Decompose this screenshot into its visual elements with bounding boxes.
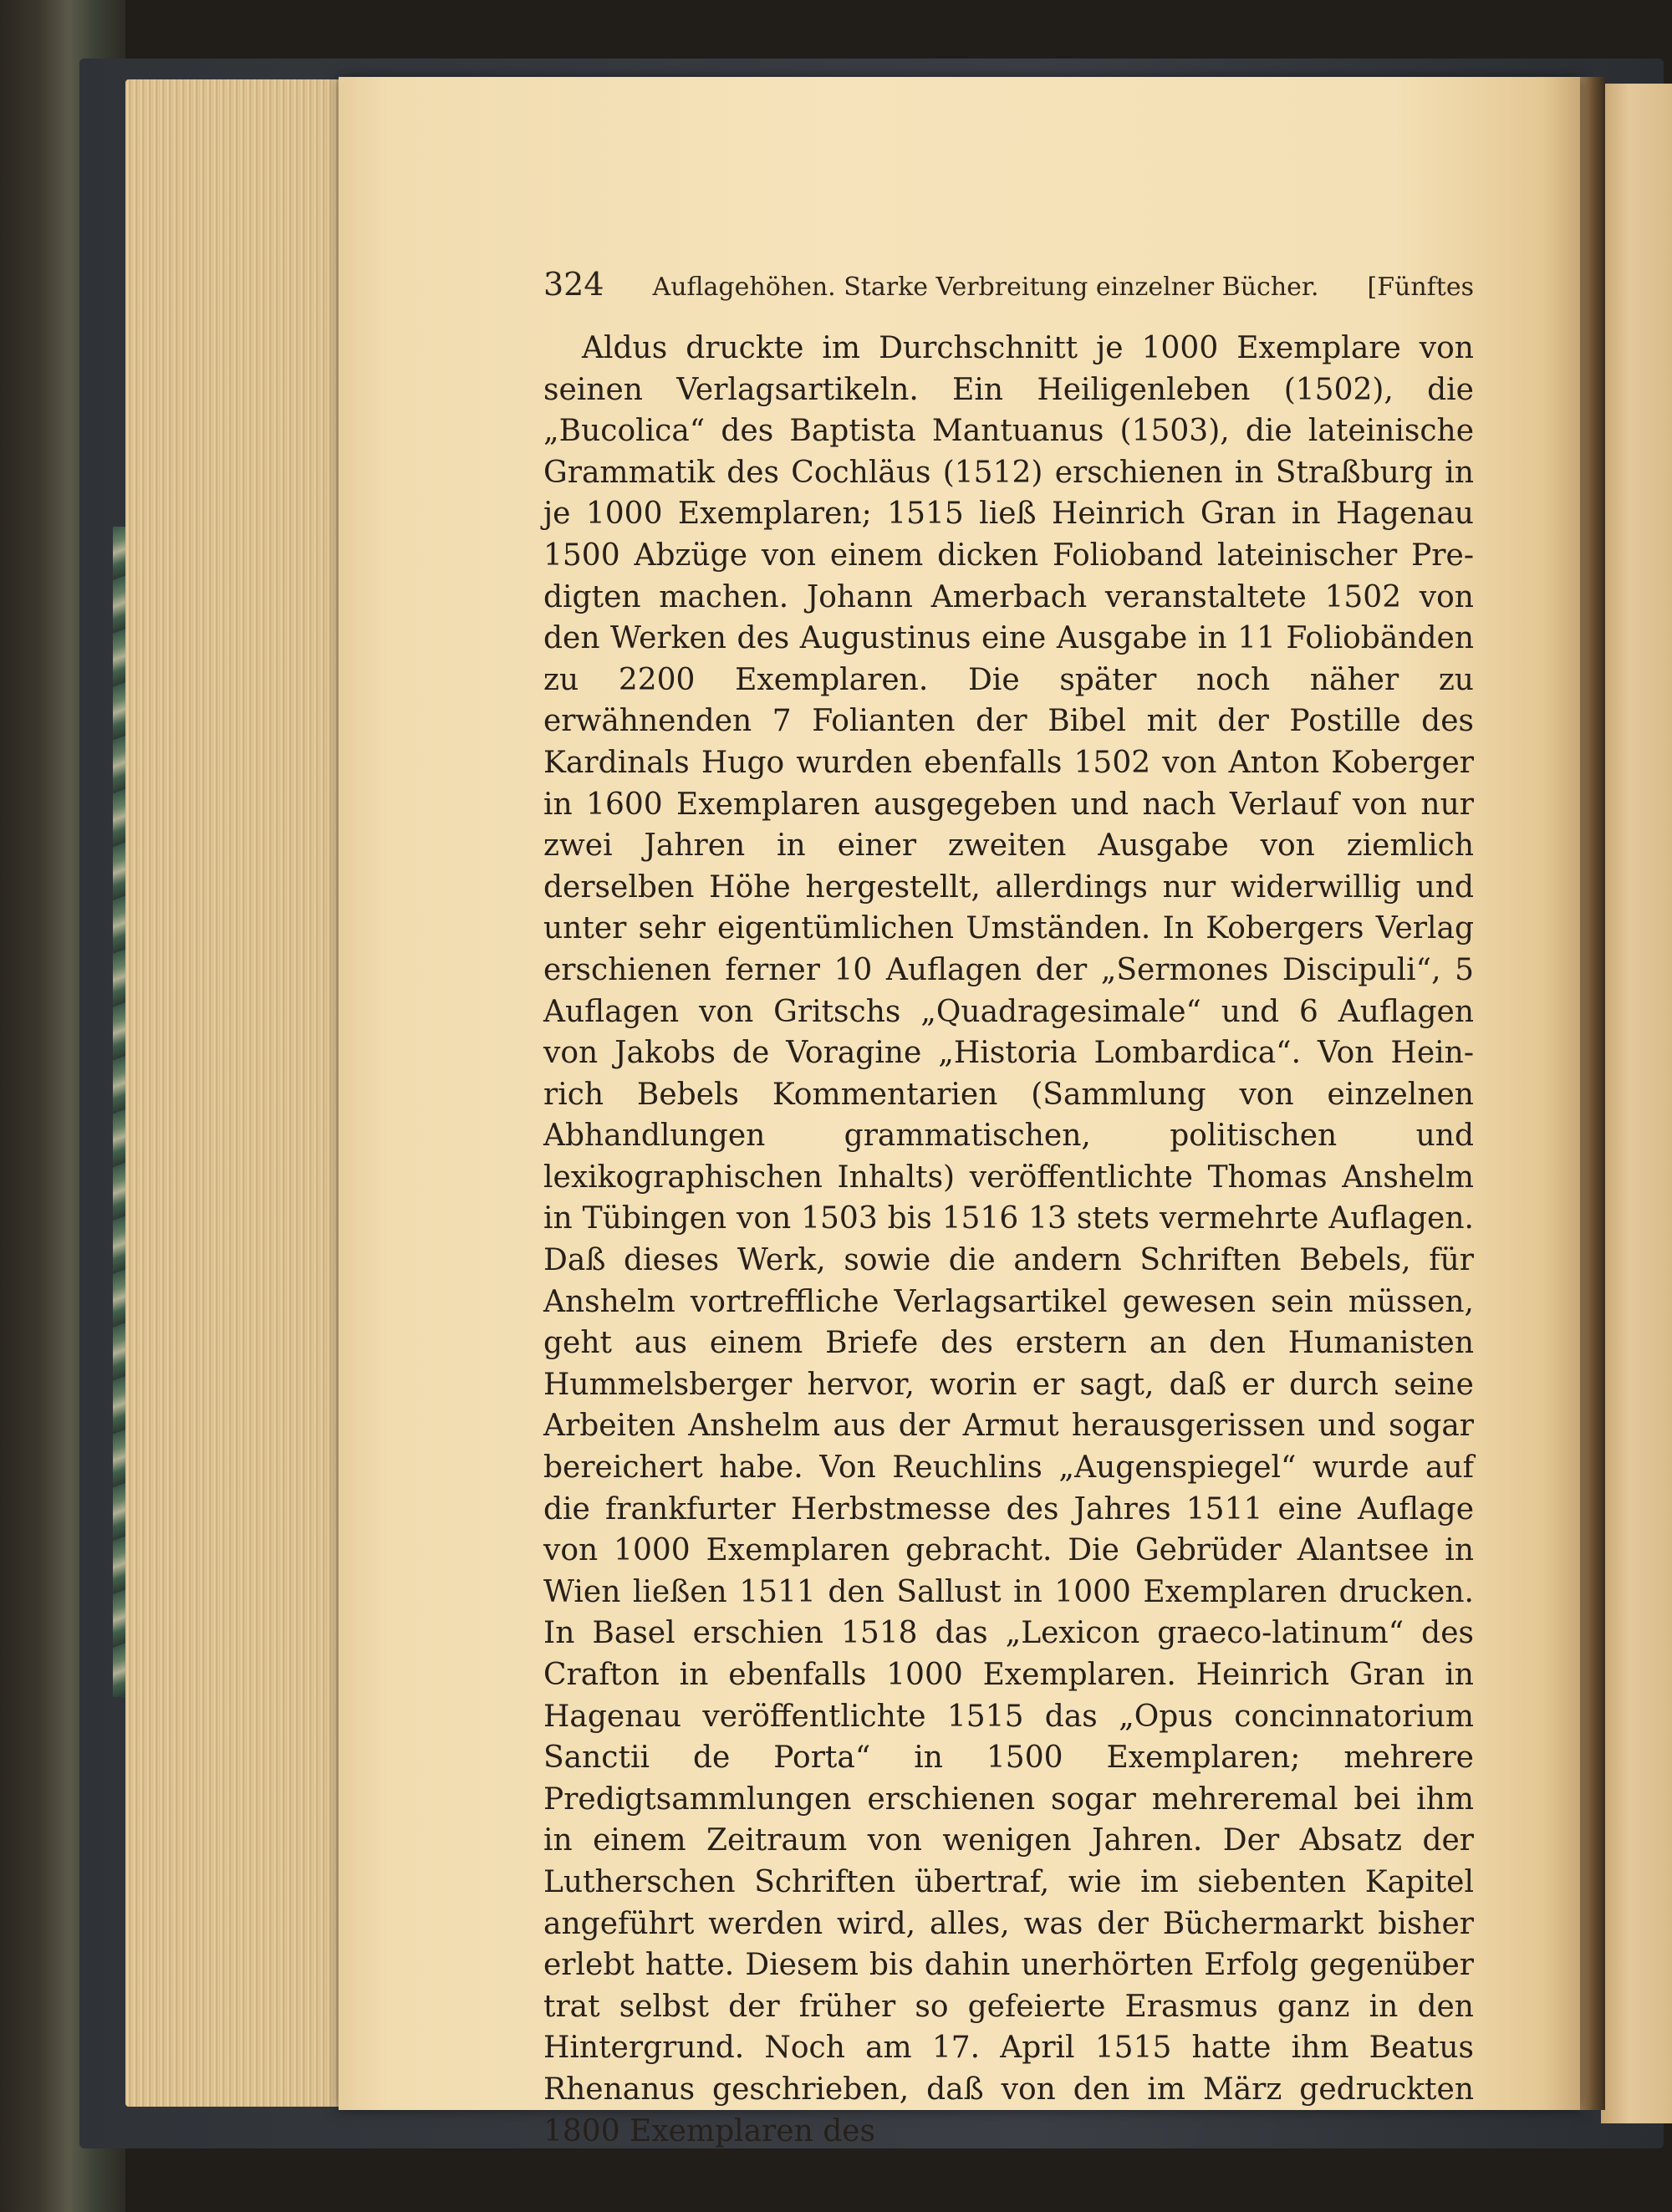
body-paragraph: Aldus druckte im Durchschnitt je 1000 Exemplare von seinen Verlagsartikeln. Ein Heiligenleben (1502), die „Bucolica“ des Baptista Mantuanus (1503), die lateinische Grammatik des Cochläus (1512) erschienen in Straßburg in je 1000 Exemplaren; 1515 ließ Heinrich Gran in Hagenau 1500 Abzüge von einem dicken Folioband lateinischer Predigten machen. Johann Amerbach veranstaltete 1502 von den Werken des Augustinus eine Ausgabe in 11 Foliobänden zu 2200 Exemplaren. Die später noch näher zu erwähnenden 7 Folianten der Bibel mit der Postille des Kardinals Hugo wurden ebenfalls 1502 von Anton Koberger in 1600 Exemplaren ausgegeben und nach Verlauf von nur zwei Jahren in einer zweiten Ausgabe von ziemlich derselben Höhe hergestellt, allerdings nur widerwillig und unter sehr eigentümlichen Umständen. In Kobergers Verlag erschienen ferner 10 Auflagen der „Sermones Discipuli“, 5 Auflagen von Gritschs „Quadragesimale“ und 6 Auflagen von Jakobs de Voragine „Historia Lombardica“. Von Heinrich Bebels Kommentarien (Sammlung von einzelnen Abhandlungen grammatischen, politischen und lexikographischen Inhalts) veröffentlichte Thomas Anshelm in Tübingen von 1503 bis 1516 13 stets vermehrte Auflagen. Daß dieses Werk, sowie die andern Schriften Bebels, für Anshelm vortreffliche Verlagsartikel gewesen sein müssen, geht aus einem Briefe des erstern an den Humanisten Hummelsberger hervor, worin er sagt, daß er durch seine Arbeiten Anshelm aus der Armut herausgerissen und sogar bereichert habe. Von Reuchlins „Augenspiegel“ wurde auf die frankfurter Herbstmesse des Jahres 1511 eine Auflage von 1000 Exemplaren gebracht. Die Gebrüder Alantsee in Wien ließen 1511 den Sallust in 1000 Exemplaren drucken. In Basel erschien 1518 das „Lexicon graeco-latinum“ des Crafton in ebenfalls 1000 Exemplaren. Heinrich Gran in Hagenau veröffentlichte 1515 das „Opus concinnatorium Sanctii de Porta“ in 1500 Exemplaren; mehrere Predigtsammlungen erschienen sogar mehreremal bei ihm in einem Zeitraum von wenigen Jahren. Der Absatz der Lutherschen Schriften übertraf, wie im siebenten Kapitel angeführt werden wird, alles, was der Büchermarkt bisher erlebt hatte. Diesem bis dahin unerhörten Erfolg gegenüber trat selbst der früher so gefeierte Erasmus ganz in den Hintergrund. Noch am 17. April 1515 hatte ihm Beatus Rhenanus geschrieben, daß von den im März gedruckten 1800 Exemplaren des xyxy=(543,331,1474,2148)
page-edges xyxy=(125,79,343,2107)
page-number: 324 xyxy=(543,266,604,303)
page-body xyxy=(543,328,1474,2152)
running-head xyxy=(543,266,1474,303)
facing-page xyxy=(1601,84,1672,2123)
running-head-title: Auflagehöhen. Starke Verbreitung einzelner Bücher. xyxy=(652,273,1319,302)
running-head-section: [Fünftes xyxy=(1367,273,1474,302)
book-gutter xyxy=(1580,77,1605,2110)
